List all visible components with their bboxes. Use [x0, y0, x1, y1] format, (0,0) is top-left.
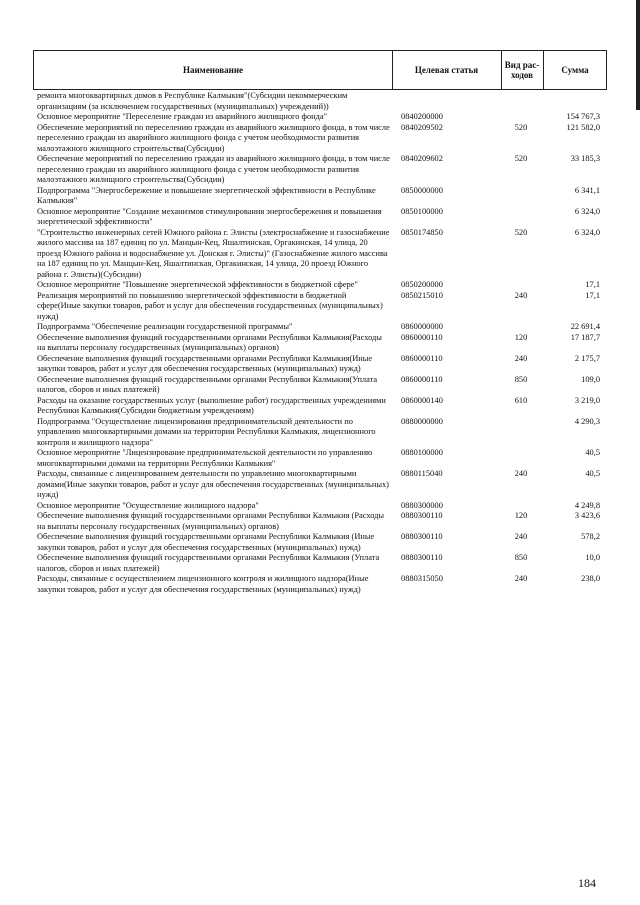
table-row [33, 375, 607, 396]
row-expense-type [500, 207, 542, 228]
row-sum: 4 249,8 [574, 500, 600, 510]
row-sum: 22 691,4 [570, 322, 600, 331]
row-expense-type [500, 91, 542, 112]
header-name: Наименование [183, 64, 243, 75]
table-row [33, 322, 607, 333]
row-name: Основное мероприятие "Осуществление жилищного надзора" [37, 500, 259, 510]
row-code [391, 91, 500, 112]
table-row [33, 112, 607, 123]
row-code: 0860000110 [401, 332, 443, 342]
row-code: 0850000000 [401, 185, 443, 195]
row-name: Обеспечение выполнения функций государственными органами Республики Калмыкия(Уплата налогов, сборов и иных платежей) [37, 374, 378, 394]
row-name: Обеспечение мероприятий по переселению граждан из аварийного жилищного фонда, в том числе переселению граждан из аварийного жилищного фонда с учетом необходимости развития малоэтажного жилищного строительства(Субсидии) [37, 154, 390, 184]
row-code: 0880300110 [401, 532, 443, 541]
row-expense-type [500, 501, 542, 512]
row-sum: 2 175,7 [574, 353, 600, 363]
row-expense-type: 240 [514, 353, 528, 363]
row-sum: 238,0 [581, 574, 600, 583]
row-sum: 3 219,0 [574, 395, 600, 405]
row-sum: 6 324,0 [574, 206, 600, 216]
table-row [33, 574, 607, 595]
table-row [33, 207, 607, 228]
table-row [33, 511, 607, 532]
table-row [33, 186, 607, 207]
row-code: 0850174850 [401, 227, 443, 237]
row-name: Подпрограмма "Осуществление лицензирования предпринимательской деятельности по управлению многоквартирными домами на территории Республики Калмыкия, лицензионного контроля и жилищного надзора" [37, 416, 376, 447]
table-row [33, 291, 607, 323]
row-name: Расходы, связанные с осуществлением лицензионного контроля и жилищного надзора(Иные закупки товаров, работ и услуг для обеспечения государственных (муниципальных) нужд) [37, 574, 369, 594]
row-expense-type: 850 [514, 553, 528, 562]
row-name: Обеспечение выполнения функций государственными органами Республики Калмыкия (Уплата налогов, сборов и иных платежей) [37, 553, 380, 573]
row-expense-type [500, 112, 542, 123]
row-code: 0880000000 [401, 416, 443, 426]
row-code: 0840209502 [401, 122, 443, 132]
row-code: 0860000110 [401, 353, 443, 363]
row-code: 0840209602 [401, 154, 443, 163]
table-row [33, 469, 607, 501]
row-code: 0880300110 [401, 553, 443, 562]
row-expense-type: 120 [514, 511, 528, 520]
row-sum: 4 290,3 [574, 416, 600, 426]
row-expense-type [500, 280, 542, 291]
row-name: Основное мероприятие "Создание механизмов стимулирования энергосбережения и повышения энергетической эффективности" [37, 206, 382, 226]
row-expense-type: 520 [514, 154, 528, 163]
table-row [33, 91, 607, 112]
table-row [33, 354, 607, 375]
scan-edge [636, 0, 640, 110]
row-expense-type [500, 322, 542, 333]
table-row [33, 333, 607, 354]
row-name: Реализация мероприятий по повышению энергетической эффективности в бюджетной сфере(Иные закупки товаров, работ и услуг для обеспечения государственных (муниципальных) нужд) [37, 290, 383, 321]
table-row [33, 501, 607, 512]
table-row [33, 228, 607, 281]
table-body [33, 91, 607, 861]
row-name: Обеспечение выполнения функций государственными органами Республики Калмыкия(Расходы на выплаты персоналу государственных (муниципальных) органов) [37, 332, 382, 352]
row-code: 0850100000 [401, 206, 443, 216]
row-name: Подпрограмма "Энергосбережение и повышение энергетической эффективности в Республике Калмыкия" [37, 185, 376, 205]
row-sum: 17,1 [585, 290, 600, 300]
row-expense-type: 120 [514, 332, 528, 342]
row-code: 0860000140 [401, 395, 443, 405]
row-code: 0880315050 [401, 574, 443, 583]
table-row [33, 553, 607, 574]
table-row [33, 396, 607, 417]
row-expense-type: 610 [514, 395, 528, 405]
row-name: Обеспечение выполнения функций государственными органами Республики Калмыкия(Иные закупки товаров, работ и услуг для обеспечения государственных (муниципальных) нужд) [37, 353, 373, 373]
row-sum: 578,2 [581, 532, 600, 541]
table-row [33, 532, 607, 553]
row-sum: 154 767,3 [566, 112, 600, 121]
row-expense-type: 520 [514, 227, 528, 237]
row-sum: 17 187,7 [570, 332, 600, 342]
row-code: 0880300000 [401, 500, 443, 510]
row-name: Основное мероприятие "Переселение граждан из аварийного жилищного фонда" [37, 112, 328, 121]
table-row [33, 123, 607, 155]
table-row [33, 280, 607, 291]
row-code: 0840200000 [401, 112, 443, 121]
row-expense-type: 850 [514, 374, 528, 384]
table-row [33, 417, 607, 449]
table-header [33, 50, 607, 90]
row-name: "Строительство инженерных сетей Южного района г. Элисты (электроснабжение и газоснабжение жилого массива на 187 единиц по ул. Манцын-Кец, Яшалтинская, Оргакинская, 14 улица, 20 проезд Южного района и водоснабжение ул. Донская г. Элисты)" (Газоснабжение жилого массива на 187 единиц по ул. Манцын-Кец, Яшалтинская, Оргакинская, 14 улица, 20 проезд Южного района г. Элисты)(Субсидии) [37, 227, 390, 279]
row-sum: 17,1 [585, 280, 600, 289]
row-sum: 33 185,3 [570, 154, 600, 163]
header-expense-type: Вид рас-ходов [504, 59, 540, 80]
row-expense-type [500, 417, 542, 449]
row-code: 0850215010 [401, 290, 443, 300]
row-code: 0880300110 [401, 511, 443, 520]
row-code: 0880100000 [401, 448, 443, 457]
row-name: Обеспечение мероприятий по переселению граждан из аварийного жилищного фонда, в том числе переселению граждан из аварийного жилищного фонда с учетом необходимости развития малоэтажного жилищного строительства(Субсидии) [37, 122, 390, 153]
row-name: ремонта многоквартирных домов в Республике Калмыкия"(Субсидии некоммерческим организациям (за исключением государственных (муниципальных) учреждений)) [37, 91, 348, 111]
row-expense-type: 240 [514, 469, 528, 478]
row-expense-type: 240 [514, 290, 528, 300]
row-name: Основное мероприятие "Лицензирование предпринимательской деятельности по управлению многоквартирными домами на территории Республики Калмыкия" [37, 448, 373, 468]
row-expense-type: 240 [514, 532, 528, 541]
row-sum: 6 341,1 [574, 185, 600, 195]
row-expense-type [500, 448, 542, 469]
row-sum: 109,0 [581, 374, 600, 384]
row-code: 0880115040 [401, 469, 443, 478]
row-sum: 10,0 [585, 553, 600, 562]
row-code: 0860000000 [401, 322, 443, 331]
page-number: 184 [578, 876, 596, 890]
table-row [33, 154, 607, 186]
row-expense-type [500, 186, 542, 207]
row-code: 0860000110 [401, 374, 443, 384]
header-sum: Сумма [561, 64, 589, 75]
row-sum: 40,5 [585, 448, 600, 457]
row-code: 0850200000 [401, 280, 443, 289]
row-name: Обеспечение выполнения функций государственными органами Республики Калмыкия (Расходы на выплаты персоналу государственных (муниципальных) органов) [37, 511, 385, 531]
header-code: Целевая статья [414, 64, 479, 75]
row-sum: 6 324,0 [574, 227, 600, 237]
row-sum: 121 582,0 [566, 122, 600, 132]
row-sum [542, 91, 606, 112]
row-name: Подпрограмма "Обеспечение реализации государственной программы" [37, 322, 293, 331]
row-sum: 3 423,6 [574, 511, 600, 520]
row-expense-type: 520 [514, 122, 528, 132]
row-name: Основное мероприятие "Повышение энергетической эффективности в бюджетной сфере" [37, 280, 358, 289]
row-name: Расходы на оказание государственных услуг (выполнение работ) государственных учреждениями Республики Калмыкия(Субсидии бюджетным учреждениям) [37, 395, 386, 415]
row-name: Расходы, связанные с лицензированием деятельности по управлению многоквартирными домами(Иные закупки товаров, работ и услуг для обеспечения государственных (муниципальных) нужд) [37, 469, 389, 499]
table-row [33, 448, 607, 469]
row-name: Обеспечение выполнения функций государственными органами Республики Калмыкия (Иные закупки товаров, работ и услуг для обеспечения государственных (муниципальных) нужд) [37, 532, 375, 552]
row-sum: 40,5 [585, 469, 600, 478]
row-expense-type: 240 [514, 574, 528, 583]
